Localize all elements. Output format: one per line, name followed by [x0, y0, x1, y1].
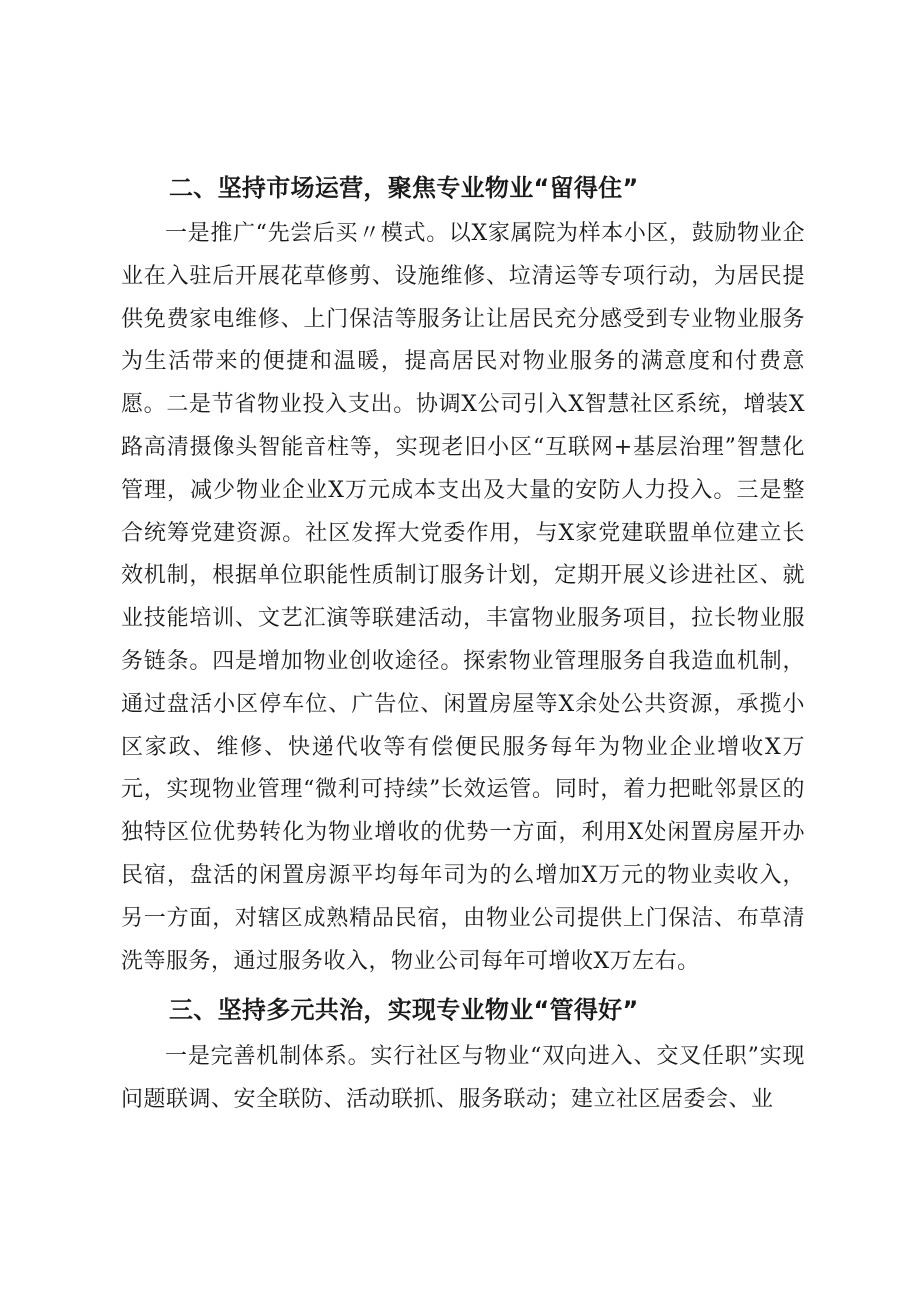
section-heading-3: 三、坚持多元共治，实现专业物业“管得好”	[169, 996, 639, 1024]
section-paragraph-2: 一是推广“先尝后买〃模式。以X家属院为样本小区，鼓励物业企业在入驻后开展花草修剪、设施维修、垃清运等专项行动，为居民提供免费家电维修、上门保洁等服务让让居民充分感受到专业物业服务为生活带来的便捷和温暖，提高居民对物业服务的满意度和付费意愿。二是节省物业投入支出。协调X公司引入X智慧社区系统，增装X路高清摄像头智能音柱等，实现老旧小区“互联网+基层治理”智慧化管理，减少物业企业X万元成本支出及大量的安防人力投入。三是整合统筹党建资源。社区发挥大党委作用，与X家党建联盟单位建立长效机制，根据单位职能性质制订服务计划，定期开展义诊进社区、就业技能培训、文艺汇演等联建活动，丰富物业服务项目，拉长物业服务链条。四是增加物业创收途径。探索物业管理服务自我造血机制，通过盘活小区停车位、广告位、闲置房屋等X余处公共资源，承揽小区家政、维修、快递代收等有偿便民服务每年为物业企业增收X万元，实现物业管理“微利可持续”长效运管。同时，着力把毗邻景区的独特区位优势转化为物业增收的优势一方面，利用X处闲置房屋开办民宿，盘活的闲置房源平均每年司为的么增加X万元的物业卖收入，另一方面，对辖区成熟精品民宿，由物业公司提供上门保洁、布草清洗等服务，通过服务收入，物业公司每年可增收X万左右。	[121, 221, 805, 974]
section-heading-2: 二、坚持市场运营，聚焦专业物业“留得住”	[169, 174, 639, 202]
section-paragraph-3: 一是完善机制体系。实行社区与物业“双向进入、交叉任职”实现问题联调、安全联防、活动联抓、服务联动；建立社区居委会、业	[121, 1044, 805, 1112]
